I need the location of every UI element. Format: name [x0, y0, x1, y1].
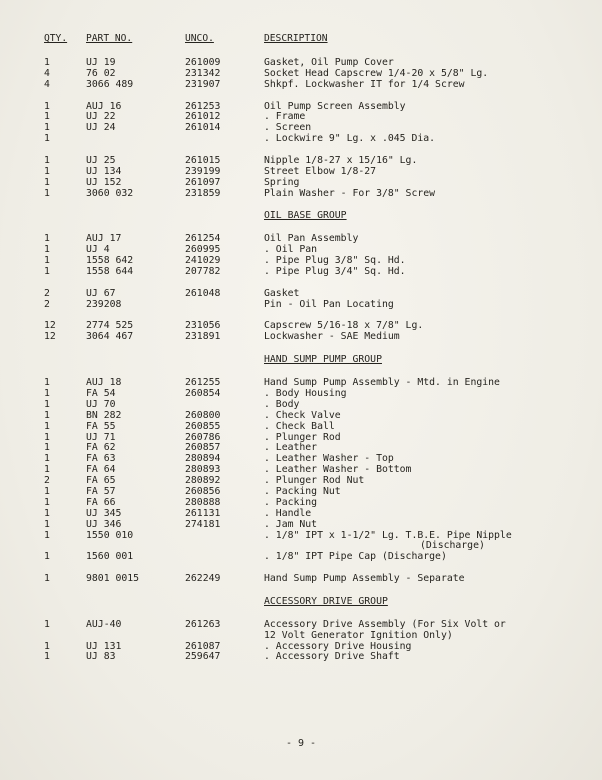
- description-cell: Spring: [264, 176, 300, 188]
- table-row: [0, 300, 602, 311]
- description-cell: . 1/8" IPT x 1-1/2" Lg. T.B.E. Pipe Nipple: [264, 529, 512, 541]
- qty-cell: 1: [44, 387, 50, 399]
- description-cell: . Frame: [264, 111, 306, 123]
- description-cell: . Handle: [264, 507, 312, 519]
- qty-cell: 1: [44, 507, 50, 519]
- description-cell: . Check Valve: [264, 409, 341, 421]
- qty-cell: 1: [44, 266, 50, 278]
- table-row: [0, 411, 602, 422]
- part-number-cell: UJ 152: [86, 176, 122, 188]
- unco-cell: 261255: [185, 377, 221, 389]
- section-heading: [0, 354, 602, 367]
- part-number-cell: UJ 22: [86, 111, 116, 123]
- qty-cell: 4: [44, 78, 50, 90]
- part-number-cell: AUJ-40: [86, 618, 122, 630]
- qty-cell: 1: [44, 573, 50, 585]
- part-number-cell: 2774 525: [86, 320, 134, 332]
- part-number-cell: 76 02: [86, 67, 116, 79]
- unco-cell: 260995: [185, 244, 221, 256]
- part-number-cell: 3060 032: [86, 187, 134, 199]
- qty-cell: 12: [44, 331, 56, 343]
- description-cell: . Plunger Rod Nut: [264, 475, 365, 487]
- qty-cell: 1: [44, 453, 50, 465]
- unco-cell: 261087: [185, 640, 221, 652]
- part-number-cell: FA 62: [86, 442, 116, 454]
- unco-cell: 231891: [185, 331, 221, 343]
- part-number-cell: UJ 25: [86, 155, 116, 167]
- part-number-cell: AUJ 17: [86, 233, 122, 245]
- description-continuation: (Discharge): [420, 540, 485, 552]
- section-title: ACCESSORY DRIVE GROUP: [264, 595, 388, 607]
- header-unco: UNCO.: [185, 33, 214, 44]
- qty-cell: 1: [44, 111, 50, 123]
- table-row: [0, 189, 602, 200]
- qty-cell: 1: [44, 133, 50, 145]
- unco-cell: 280892: [185, 475, 221, 487]
- qty-cell: 12: [44, 320, 56, 332]
- qty-cell: 1: [44, 618, 50, 630]
- qty-cell: 1: [44, 165, 50, 177]
- part-number-cell: FA 66: [86, 496, 116, 508]
- part-number-cell: UJ 134: [86, 165, 122, 177]
- qty-cell: 1: [44, 244, 50, 256]
- description-cell: Pin - Oil Pan Locating: [264, 298, 394, 310]
- section-heading: [0, 596, 602, 609]
- qty-cell: 2: [44, 475, 50, 487]
- qty-cell: 2: [44, 298, 50, 310]
- description-cell: . Lockwire 9" Lg. x .045 Dia.: [264, 133, 436, 145]
- spacer: [0, 91, 602, 102]
- description-cell: . Pipe Plug 3/8" Sq. Hd.: [264, 255, 406, 267]
- part-number-cell: UJ 83: [86, 651, 116, 663]
- qty-cell: 1: [44, 155, 50, 167]
- part-number-cell: FA 57: [86, 485, 116, 497]
- table-row: [0, 652, 602, 663]
- qty-cell: 1: [44, 377, 50, 389]
- description-cell: . Check Ball: [264, 420, 335, 432]
- part-number-cell: 239208: [86, 298, 122, 310]
- part-number-cell: FA 55: [86, 420, 116, 432]
- unco-cell: 260857: [185, 442, 221, 454]
- qty-cell: 1: [44, 187, 50, 199]
- part-number-cell: AUJ 18: [86, 377, 122, 389]
- unco-cell: 260800: [185, 409, 221, 421]
- part-number-cell: UJ 345: [86, 507, 122, 519]
- unco-cell: 274181: [185, 518, 221, 530]
- description-cell: . Pipe Plug 3/4" Sq. Hd.: [264, 266, 406, 278]
- description-cell: Capscrew 5/16-18 x 7/8" Lg.: [264, 320, 424, 332]
- unco-cell: 261263: [185, 618, 221, 630]
- part-number-cell: UJ 131: [86, 640, 122, 652]
- description-cell: Street Elbow 1/8-27: [264, 165, 377, 177]
- unco-cell: 261254: [185, 233, 221, 245]
- part-number-cell: UJ 19: [86, 57, 116, 68]
- unco-cell: 261131: [185, 507, 221, 519]
- section-title: OIL BASE GROUP: [264, 210, 347, 222]
- description-cell: . Packing Nut: [264, 485, 341, 497]
- qty-cell: 1: [44, 420, 50, 432]
- spacer: [0, 200, 602, 211]
- qty-cell: 1: [44, 464, 50, 476]
- qty-cell: 1: [44, 255, 50, 267]
- description-cell: Hand Sump Pump Assembly - Separate: [264, 573, 465, 585]
- part-number-cell: 1550 010: [86, 529, 134, 541]
- description-cell: . Accessory Drive Shaft: [264, 651, 400, 663]
- unco-cell: 207782: [185, 266, 221, 278]
- unco-cell: 261012: [185, 111, 221, 123]
- qty-cell: 1: [44, 496, 50, 508]
- unco-cell: 261015: [185, 155, 221, 167]
- description-cell: Shkpf. Lockwasher IT for 1/4 Screw: [264, 78, 465, 90]
- description-cell: Oil Pump Screen Assembly: [264, 100, 406, 112]
- table-row: [0, 267, 602, 278]
- unco-cell: 261253: [185, 100, 221, 112]
- qty-cell: 1: [44, 176, 50, 188]
- unco-cell: 241029: [185, 255, 221, 267]
- qty-cell: 1: [44, 651, 50, 663]
- part-number-cell: 1558 642: [86, 255, 134, 267]
- section-heading: [0, 210, 602, 223]
- table-row: [0, 509, 602, 520]
- unco-cell: 261048: [185, 287, 221, 299]
- description-cell: Gasket: [264, 287, 300, 299]
- unco-cell: 231859: [185, 187, 221, 199]
- unco-cell: 261014: [185, 122, 221, 134]
- header-description: DESCRIPTION: [264, 33, 328, 44]
- description-cell: Nipple 1/8-27 x 15/16" Lg.: [264, 155, 418, 167]
- qty-cell: 1: [44, 431, 50, 443]
- qty-cell: 1: [44, 442, 50, 454]
- table-row: [0, 552, 602, 563]
- unco-cell: 261097: [185, 176, 221, 188]
- description-cell: . Leather: [264, 442, 318, 454]
- description-cell: . Body: [264, 398, 300, 410]
- part-number-cell: UJ 346: [86, 518, 122, 530]
- part-number-cell: UJ 67: [86, 287, 116, 299]
- qty-cell: 1: [44, 518, 50, 530]
- qty-cell: 1: [44, 551, 50, 563]
- part-number-cell: UJ 71: [86, 431, 116, 443]
- section-title: HAND SUMP PUMP GROUP: [264, 354, 382, 366]
- table-row: [0, 531, 602, 542]
- unco-cell: 280888: [185, 496, 221, 508]
- column-headers: [0, 33, 602, 47]
- description-continuation: 12 Volt Generator Ignition Only): [264, 629, 453, 641]
- qty-cell: 1: [44, 398, 50, 410]
- table-row: [0, 80, 602, 91]
- part-number-cell: 3066 489: [86, 78, 134, 90]
- qty-cell: 1: [44, 100, 50, 112]
- part-number-cell: AUJ 16: [86, 100, 122, 112]
- unco-cell: 231342: [185, 67, 221, 79]
- description-cell: Lockwasher - SAE Medium: [264, 331, 400, 343]
- table-row: [0, 620, 602, 631]
- page-number: - 9 -: [285, 738, 317, 749]
- table-row: [0, 422, 602, 433]
- header-qty: QTY.: [44, 33, 68, 44]
- part-number-cell: UJ 70: [86, 398, 116, 410]
- unco-cell: 260786: [185, 431, 221, 443]
- description-cell: . Body Housing: [264, 387, 347, 399]
- part-number-cell: FA 64: [86, 464, 116, 476]
- unco-cell: 280893: [185, 464, 221, 476]
- part-number-cell: FA 63: [86, 453, 116, 465]
- description-cell: . Plunger Rod: [264, 431, 341, 443]
- unco-cell: 259647: [185, 651, 221, 663]
- description-cell: . Accessory Drive Housing: [264, 640, 412, 652]
- description-cell: . Jam Nut: [264, 518, 318, 530]
- part-number-cell: UJ 4: [86, 244, 110, 256]
- description-cell: Plain Washer - For 3/8" Screw: [264, 187, 436, 199]
- part-number-cell: 1560 001: [86, 551, 134, 563]
- table-row: [0, 134, 602, 145]
- part-number-cell: 1558 644: [86, 266, 134, 278]
- header-part-no: PART NO.: [86, 33, 133, 44]
- part-number-cell: FA 54: [86, 387, 116, 399]
- table-row: [0, 332, 602, 343]
- description-cell: Accessory Drive Assembly (For Six Volt or: [264, 618, 506, 630]
- qty-cell: 1: [44, 122, 50, 134]
- unco-cell: 231907: [185, 78, 221, 90]
- unco-cell: 260855: [185, 420, 221, 432]
- description-cell: Oil Pan Assembly: [264, 233, 359, 245]
- description-cell: Hand Sump Pump Assembly - Mtd. in Engine: [264, 377, 500, 389]
- qty-cell: 1: [44, 529, 50, 541]
- qty-cell: 1: [44, 233, 50, 245]
- qty-cell: 4: [44, 67, 50, 79]
- parts-table: [0, 58, 602, 663]
- unco-cell: 231056: [185, 320, 221, 332]
- description-cell: Socket Head Capscrew 1/4-20 x 5/8" Lg.: [264, 67, 489, 79]
- unco-cell: 260854: [185, 387, 221, 399]
- qty-cell: 1: [44, 409, 50, 421]
- part-number-cell: 9801 0015: [86, 573, 140, 585]
- unco-cell: 262249: [185, 573, 221, 585]
- unco-cell: 260856: [185, 485, 221, 497]
- part-number-cell: 3064 467: [86, 331, 134, 343]
- qty-cell: 1: [44, 640, 50, 652]
- spacer: [0, 343, 602, 354]
- qty-cell: 1: [44, 485, 50, 497]
- description-cell: Gasket, Oil Pump Cover: [264, 57, 394, 68]
- unco-cell: 239199: [185, 165, 221, 177]
- table-row-continuation: [0, 631, 602, 642]
- part-number-cell: BN 282: [86, 409, 122, 421]
- unco-cell: 280894: [185, 453, 221, 465]
- description-cell: . 1/8" IPT Pipe Cap (Discharge): [264, 551, 447, 563]
- description-cell: . Packing: [264, 496, 318, 508]
- description-cell: . Oil Pan: [264, 244, 318, 256]
- part-number-cell: FA 65: [86, 475, 116, 487]
- description-cell: . Leather Washer - Bottom: [264, 464, 412, 476]
- table-row: [0, 520, 602, 531]
- description-cell: . Leather Washer - Top: [264, 453, 394, 465]
- description-cell: . Screen: [264, 122, 312, 134]
- qty-cell: 1: [44, 57, 50, 68]
- part-number-cell: UJ 24: [86, 122, 116, 134]
- unco-cell: 261009: [185, 57, 221, 68]
- spacer: [0, 585, 602, 596]
- table-row: [0, 574, 602, 585]
- qty-cell: 2: [44, 287, 50, 299]
